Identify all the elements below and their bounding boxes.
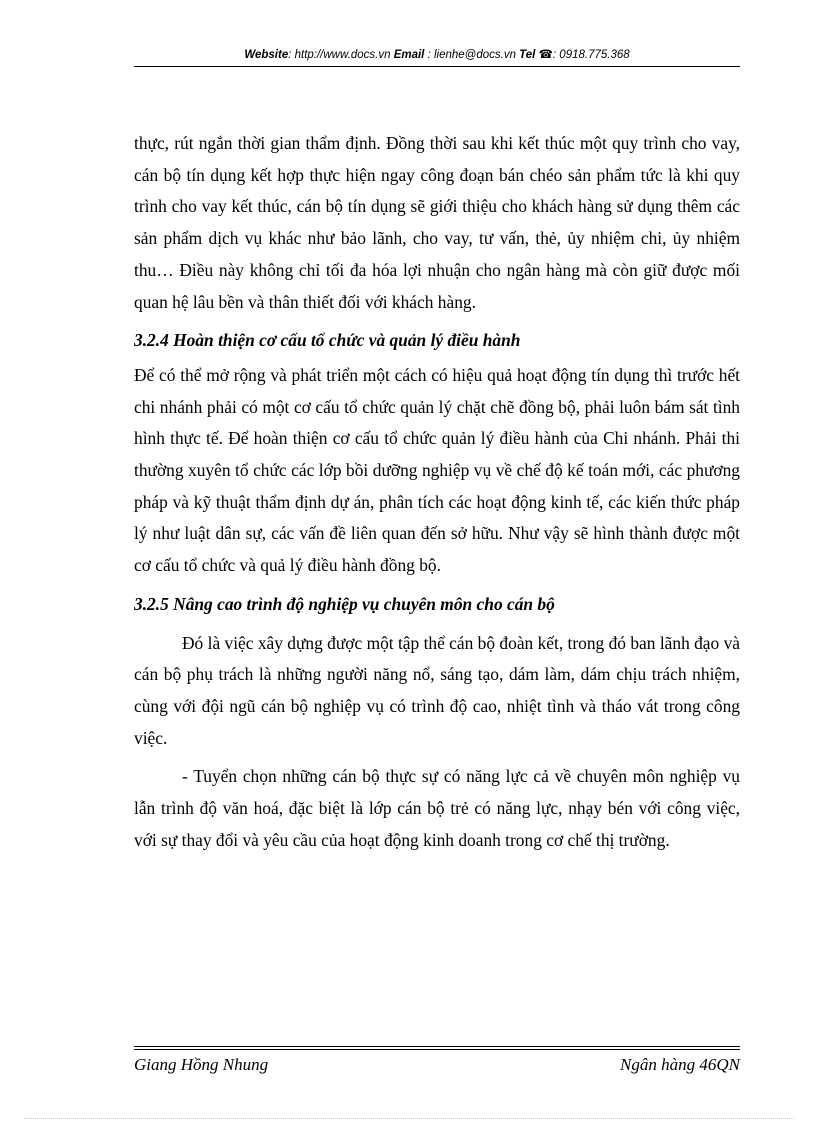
- footer-author: Giang Hồng Nhung: [134, 1055, 269, 1074]
- paragraph-organization: Để có thể mở rộng và phát triển một cách có hiệu quả hoạt động tín dụng thì trước hết chi nhánh phải có một cơ cấu tổ chức quản lý chặt chẽ đồng bộ, phải luôn bám sát tình hình thực tế. Để hoàn thiện cơ cấu tổ chức quản lý điều hành của Chi nhánh. Phải thi thường xuyên tổ chức các lớp bồi dưỡng nghiệp vụ về chế độ kế toán mới, các phương pháp và kỹ thuật thẩm định dự án, phân tích các hoạt động kinh tế, các kiến thức pháp lý như luật dân sự, các vấn đề liên quan đến sở hữu. Như vậy sẽ hình thành được một cơ cấu tổ chức và quả lý điều hành đồng bộ.: [134, 364, 740, 576]
- website-label: Website: [244, 49, 289, 61]
- document-body: [134, 128, 740, 856]
- paragraph-intro: thực, rút ngắn thời gian thẩm định. Đồng thời sau khi kết thúc một quy trình cho vay, cán bộ tín dụng kết hợp thực hiện ngay công đoạn bán chéo sản phẩm tức là khi quy trình cho vay kết thúc, cán bộ tín dụng sẽ giới thiệu cho khách hàng sử dụng thêm các sản phẩm dịch vụ khác như bảo lãnh, cho vay, tư vấn, thẻ, ủy nhiệm chi, ủy nhiệm thu… Điều này không chỉ tối đa hóa lợi nhuận cho ngân hàng mà còn giữ được mối quan hệ lâu bền và thân thiết đối với khách hàng.: [134, 133, 740, 312]
- page-header: [134, 47, 740, 63]
- email-label: Email: [393, 49, 425, 61]
- footer-divider-bottom: [134, 1049, 740, 1050]
- footer-class: Ngân hàng 46QN: [620, 1055, 740, 1074]
- footer-divider-top: [134, 1046, 740, 1047]
- paragraph-recruitment: - Tuyển chọn những cán bộ thực sự có năng lực cả về chuyên môn nghiệp vụ lẫn trình độ văn hoá, đặc biệt là lớp cán bộ trẻ có năng lực, nhạy bén với công việc, với sự thay đổi và yêu cầu của hoạt động kinh doanh trong cơ chế thị trường.: [134, 766, 740, 850]
- phone-icon: ☎: [538, 49, 553, 61]
- section-heading-3-2-5: 3.2.5 Nâng cao trình độ nghiệp vụ chuyên môn cho cán bộ: [134, 593, 555, 614]
- paragraph-staff: Đó là việc xây dựng được một tập thể cán bộ đoàn kết, trong đó ban lãnh đạo và cán bộ phụ trách là những người năng nổ, sáng tạo, dám làm, dám chịu trách nhiệm, cùng với đội ngũ cán bộ nghiệp vụ có trình độ cao, nhiệt tình và tháo vát trong công việc.: [134, 632, 740, 748]
- tel-number: : 0918.775.368: [552, 49, 630, 61]
- tel-label: Tel: [519, 49, 536, 61]
- page-bottom-dotted-line: [24, 1118, 794, 1119]
- section-heading-3-2-4: 3.2.4 Hoàn thiện cơ cấu tổ chức và quản lý điều hành: [134, 330, 521, 351]
- website-url[interactable]: : http://www.docs.vn: [288, 49, 391, 61]
- header-divider: [134, 66, 740, 67]
- email-address[interactable]: : lienhe@docs.vn: [427, 49, 516, 61]
